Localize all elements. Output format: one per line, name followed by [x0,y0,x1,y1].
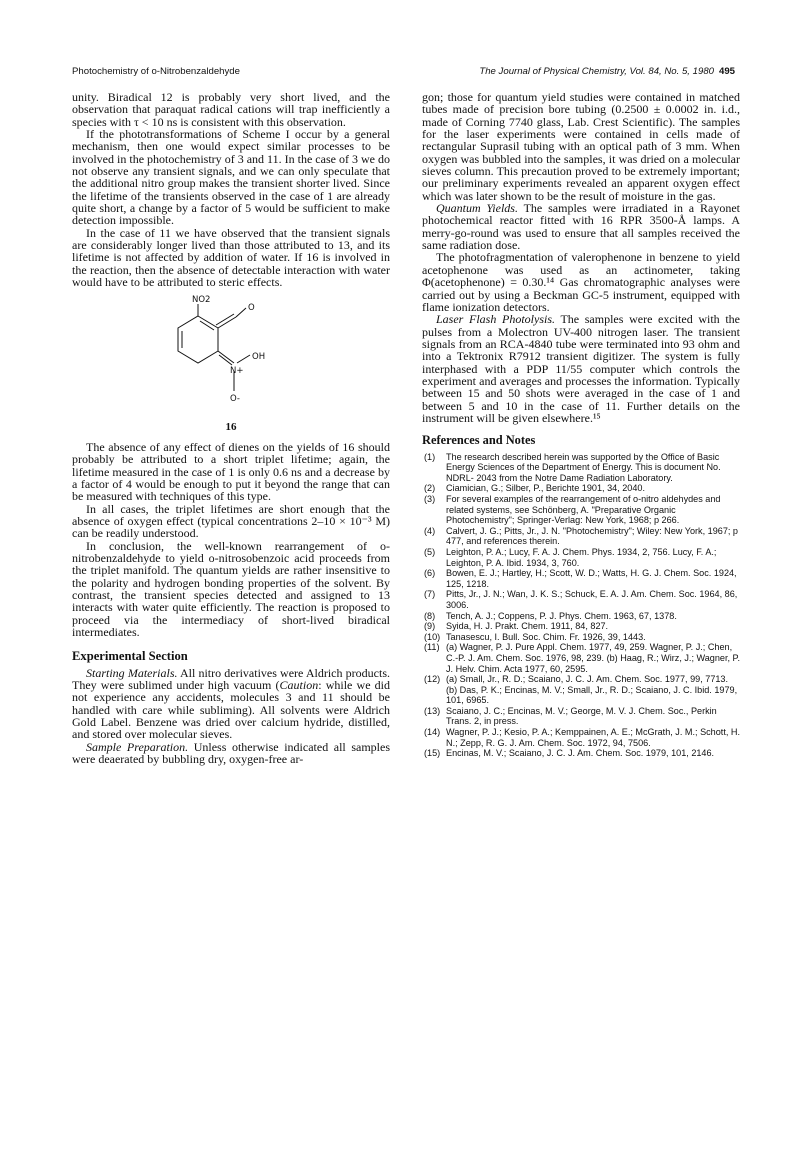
running-head-right [479,66,735,77]
paragraph: gon; those for quantum yield studies were contained in matched tubes made of precision bore tubing (0.2500 ± 0.0002 in. i.d., made of Corning 7740 glass, Lab. Crest Scientific). The samples for the laser experiments were contained in cells made of rectangular Suprasil tubing with an optical path of 3 mm. When oxygen was bubbled into the samples, it was dried on a molecular sieves column. This precaution proved to be extremely important; our preliminary experiments revealed an apparent oxygen effect which was later shown to be the result of moisture in the gas. [422,90,740,203]
reference-number: (10) [424,631,441,642]
reference-number: (9) [424,621,436,632]
reference-text: Ciamician, G.; Silber, P., Berichte 1901, 34, 2040. [446,483,645,494]
paragraph: unity. Biradical 12 is probably very short lived, and the observation that paraquat radical cations will trap inefficiently a species with τ < 10 ns is consistent with this observation. [72,90,390,129]
subsection-label: Quantum Yields. [436,201,518,216]
reference-number: (11) [424,642,440,653]
reference-item [422,642,740,674]
section-heading: Experimental Section [72,649,188,664]
reference-text: Calvert, J. G.; Pitts, Jr., J. N. "Photochemistry"; Wiley: New York, 1967; p 477, and references therein. [446,525,738,547]
paragraph: The photofragmentation of valerophenone in benzene to yield acetophenone was used as an actinometer, taking Φ(acetophenone) = 0.30.¹⁴ Gas chromatographic analyses were carried out by using a Beckman GC-5 instrument, equipped with flame ionization detectors. [422,250,740,314]
reference-number: (5) [424,546,436,557]
reference-text: Bowen, E. J.; Hartley, H.; Scott, W. D.; Watts, H. G. J. Chem. Soc. 1924, 125, 1218. [446,568,737,589]
subsection-label: Starting Materials. [86,665,178,680]
no2-label: NO2 [192,294,211,305]
references-heading: References and Notes [422,433,536,448]
reference-item [422,748,740,759]
reference-number: (4) [424,525,436,536]
oxygen-label: O [248,302,255,313]
reference-item [422,611,740,622]
caution-label: Caution [279,678,319,693]
structure-drawing [164,293,314,421]
text-run: The samples were irradiated in a Rayonet photochemical reactor fitted with 16 RPR 3500-Å lamps. A merry-go-round was used to ensure that all samples received the same radiation dose. [422,201,740,253]
paragraph [422,313,740,424]
reference-item [422,589,740,610]
reference-number: (1) [424,451,436,462]
reference-text: Wagner, P. J.; Kesio, P. A.; Kemppainen, A. E.; McGrath, J. M.; Schott, H. N.; Zepp, R. G. J. Am. Chem. Soc. 1972, 94, 7506. [446,727,740,748]
text-run: All nitro derivatives were Aldrich products. They were sublimed under high vacuum ( [72,665,390,693]
reference-item [422,706,740,727]
paragraph: In the case of 11 we have observed that the transient signals are considerably longer lived than those attributed to 13, and its lifetime is not affected by addition of water. If 16 is involved in the reaction, then the absence of detectable interaction with water would have to be attributed to steric effects. [72,225,390,290]
reference-number: (2) [424,483,436,494]
paragraph: In all cases, the triplet lifetimes are short enough that the absence of oxygen effect (typical concentrations 2–10 × 10⁻³ M) can be readily understood. [72,501,390,541]
running-head-left: Photochemistry of o-Nitrobenzaldehyde [72,66,240,77]
compound-number: 16 [225,420,237,433]
text-run: : while we did not experience any accidents, molecules 3 and 11 should be handled with care while subliming). All solvents were Aldrich Gold Label. Benzene was dried over calcium hydride, distilled, and stored over molecular sieves. [72,678,391,742]
paragraph [72,741,390,766]
subsection-label: Laser Flash Photolysis. [436,312,555,327]
reference-text: (a) Wagner, P. J. Pure Appl. Chem. 1977, 49, 259. Wagner, P. J.; Chen, C.-P. J. Am. Chem. Soc. 1976, 98, 239. (b) Haag, R.; Wirz, J.; Wagner, P. J. Helv. Chim. Acta 1977, 60, 2595. [446,642,740,674]
right-column [422,91,740,759]
reference-text: Syida, H. J. Prakt. Chem. 1911, 84, 827. [446,621,609,632]
reference-number: (15) [424,748,441,759]
reference-item [422,483,740,494]
reference-item [422,526,740,547]
reference-item [422,674,740,706]
reference-item [422,547,740,568]
reference-text: (a) Small, Jr., R. D.; Scaiano, J. C. J. Am. Chem. Soc. 1977, 99, 7713. (b) Das, P. K.; Encinas, M. V.; Small, Jr., R. D.; Scaiano, J. C. Ibid. 1979, 101, 6965. [446,674,738,706]
reference-item [422,452,740,484]
reference-text: Pitts, Jr., J. N.; Wan, J. K. S.; Schuck, E. A. J. Am. Chem. Soc. 1964, 86, 3006. [446,589,738,610]
reference-number: (6) [424,568,436,579]
chemical-structure-16 [72,293,390,421]
reference-number: (8) [424,610,436,621]
subsection-label: Sample Preparation. [86,739,189,754]
reference-number: (14) [424,727,441,738]
nitrogen-label: N+ [230,365,244,376]
paragraph: The absence of any effect of dienes on the yields of 16 should probably be attributed to a short triplet lifetime; again, the lifetime measured in the case of 1 is only 0.6 ns and a decrease by a factor of 4 would be enough to put it beyond the range that can be measured with techniques of this type. [72,439,390,504]
text-run: The samples were excited with the pulses from a Molectron UV-400 nitrogen laser. The transient signals from an RCA-4840 tube were terminated into 93 ohm and into a Tektronix R7912 transient digitizer. The system is fully interphased with a PDP 11/55 computer which controls the experiment and averages and processes the information. Typically between 15 and 50 shots were averaged in the case of 1 and between 5 and 10 in the case of 11. Further details on the instrument will be given elsewhere.¹⁵ [422,312,741,425]
oxide-label: O- [230,393,240,404]
reference-item [422,494,740,526]
reference-item [422,568,740,589]
reference-text: Tanasescu, I. Bull. Soc. Chim. Fr. 1926, 39, 1443. [446,631,646,642]
page-number: 495 [718,66,735,77]
reference-text: Leighton, P. A.; Lucy, F. A. J. Chem. Phys. 1934, 2, 756. Lucy, F. A.; Leighton, P. A. Ibid. 1934, 3, 760. [446,546,717,568]
reference-item [422,632,740,643]
hydroxyl-label: OH [252,351,266,362]
reference-number: (12) [424,674,441,685]
reference-number: (3) [424,494,436,504]
paragraph [72,667,390,741]
reference-text: Scaiano, J. C.; Encinas, M. V.; George, M. V. J. Chem. Soc., Perkin Trans. 2, in press. [446,705,717,727]
references-list [422,452,740,759]
journal-citation: The Journal of Physical Chemistry, Vol. 84, No. 5, 1980 [479,66,714,77]
reference-text: For several examples of the rearrangement of o-nitro aldehydes and related systems, see Schönberg, A. "Preparative Organic Photochemistry"; Springer-Verlag: New York, 1968; p 266. [446,494,721,526]
reference-text: Tench, A. J.; Coppens, P. J. Phys. Chem. 1963, 67, 1378. [446,610,677,621]
left-column [72,91,390,765]
reference-text: The research described herein was supported by the Office of Basic Energy Sciences of the Department of Energy. This is document No. NDRL- 2043 from the Notre Dame Radiation Laboratory. [446,451,721,483]
reference-text: Encinas, M. V.; Scaiano, J. C. J. Am. Chem. Soc. 1979, 101, 2146. [446,748,715,759]
reference-number: (7) [424,589,436,600]
text-run: Unless otherwise indicated all samples were deaerated by bubbling dry, oxygen-free ar- [72,739,391,767]
paragraph: If the phototransformations of Scheme I occur by a general mechanism, then one would expect similar processes to be involved in the photochemistry of 3 and 11. In the case of 3 we do not observe any transient signals, and we can only speculate that the additional nitro group makes the transient shorter lived. Since the lifetime of the transients observed in the case of 1 are already quite short, a change by a factor of 5 would be sufficient to make detection impossible. [72,127,390,228]
paragraph [422,202,740,251]
paragraph: In conclusion, the well-known rearrangement of o-nitrobenzaldehyde to yield o-nitrosobenzoic acid proceeds from the triplet manifold. The quantum yields are rather insensitive to the polarity and hydrogen bonding properties of the solvent. By contrast, the transient species detected and assigned to 13 interacts with water quite efficiently. The reaction is proposed to proceed via the intermediacy of short-lived biradical intermediates. [72,538,390,639]
reference-item [422,621,740,632]
reference-number: (13) [424,705,441,716]
reference-item [422,727,740,748]
